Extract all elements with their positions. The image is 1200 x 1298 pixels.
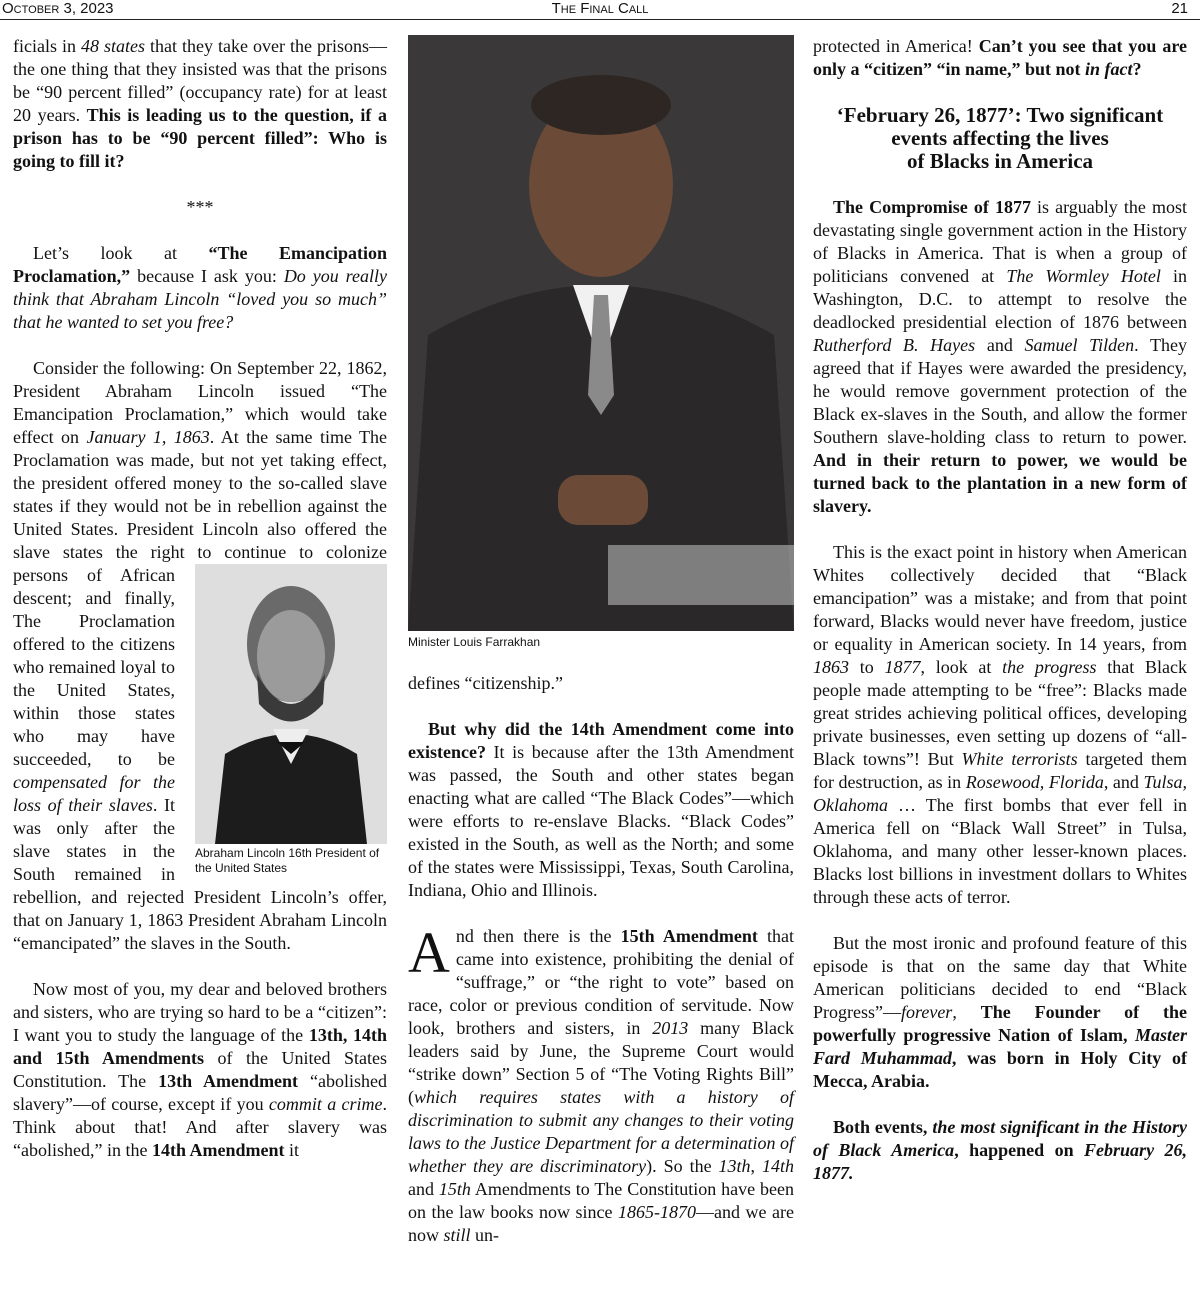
paragraph: But why did the 14th Amendment come into existence? It is because after the 13th Amendment was passed, the South and other states began enacting what are called “The Black Codes”—which were efforts to re-enslave Blacks. “Black Codes” existed in the South, as well as the North; and some of the states were Mississippi, Texas, South Carolina, Indiana, Ohio and Illinois.	[408, 719, 794, 900]
lincoln-figure	[195, 564, 387, 876]
issue-date: October 3, 2023	[2, 0, 114, 17]
page-number: 21	[1171, 0, 1188, 17]
paragraph: Let’s look at “The Emancipation Proclamation,” because I ask you: Do you really think that Abraham Lincoln “loved you so much” that he wanted to set you free?	[13, 243, 388, 332]
paragraph: Consider the following: On September 22, 1862, President Abraham Lincoln issued “The Emancipation Proclamation,” which would take effect on January 1, 1863. At the same time The Proclamation was made, but not yet taking effect, the president offered money to the so-called slave states if they would not be in rebellion against the United States. President Lincoln also offered the slave states the right to continue to colonize persons of African descent; and finally, The Proclamation offered to the citizens who remained loyal to the United States, within those states who may have succeeded, to be compensated for the loss of their slaves. It was only after the slave states in the South remained in rebellion, and rejected President Lincoln’s offer, that on January 1, 1863 President Abraham Lincoln “emancipated” the slaves in the South.	[13, 358, 388, 953]
newspaper-name: The Final Call	[551, 0, 649, 17]
paragraph: Both events, the most significant in the History of Black America, happened on February 26, 1877.	[813, 1117, 1187, 1183]
paragraph: The Compromise of 1877 is arguably the most devastating single government action in the History of Blacks in America. That is when a group of politicians convened at The Wormley Hotel in Washington, D.C. to attempt to resolve the deadlocked presidential election of 1876 between Rutherford B. Hayes and Samuel Tilden. They agreed that if Hayes were awarded the presidency, he would remove government protection of the Black ex-slaves in the South, and allow the former Southern slave-holding class to return to power. And in their return to power, we would be turned back to the plantation in a new form of slavery.	[813, 197, 1187, 516]
abraham-lincoln-photo	[195, 564, 387, 844]
paragraph: This is the exact point in history when American Whites collectively decided that “Black emancipation” was a mistake; and from that point forward, Blacks would never have freedom, justice or equality in American society. In 14 years, from 1863 to 1877, look at the progress that Black people made attempting to be “free”: Blacks made great strides achieving political offices, developing private businesses, even setting up dozens of “all-Black towns”! But White terrorists targeted them for destruction, as in Rosewood, Florida, and Tulsa, Oklahoma … The first bombs that ever fell in America fell on “Black Wall Street” in Tulsa, Oklahoma, and many other lesser-known places. Blacks lost billions in investment dollars to Whites through these acts of terror.	[813, 542, 1187, 907]
subheading: ‘February 26, 1877’: Two significant events affecting the lives of Blacks in America	[836, 103, 1164, 173]
paragraph: Now most of you, my dear and beloved brothers and sisters, who are trying so hard to be a “citizen”: I want you to study the language of the 13th, 14th and 15th Amendments of the United States Constitution. The 13th Amendment “abolished slavery”—of course, except if you commit a crime. Think about that! And after slavery was “abolished,” in the 14th Amendment it	[13, 979, 387, 1160]
paragraph: protected in America! Can’t you see that you are only a “citizen” “in name,” but not in fact?	[813, 36, 1188, 79]
paragraph: ficials in 48 states that they take over the prisons—the one thing that they insisted was that the prisons be “90 percent filled” (occupancy rate) for at least 20 years. This is leading us to the question, if a prison has to be “90 percent filled”: Who is going to fill it?	[13, 36, 387, 171]
photo-caption: Minister Louis Farrakhan	[408, 635, 541, 649]
farrakhan-photo	[408, 35, 794, 631]
paragraph: defines “citizenship.”	[408, 673, 563, 693]
paragraph: But the most ironic and profound feature of this episode is that on the same day that White American politicians decided to end “Black Progress”—forever, The Founder of the powerfully progressive Nation of Islam, Master Fard Muhammad, was born in Holy City of Mecca, Arabia.	[813, 933, 1187, 1091]
paragraph: And then there is the 15th Amendment that came into existence, prohibiting the denial of “suffrage,” or “the right to vote” based on race, color or previous condition of servitude. Now look, brothers and sisters, in 2013 many Black leaders said by June, the Supreme Court would “strike down” Section 5 of “The Voting Rights Bill” (which requires states with a history of discrimination to submit any changes to their voting laws to the Justice Department for a determination of whether they are discriminatory). So the 13th, 14th and 15th Amendments to The Constitution have been on the law books now since 1865-1870—and we are now still un-	[408, 920, 795, 1245]
section-break: ***	[186, 197, 214, 217]
lincoln-caption: Abraham Lincoln 16th President of the United States	[195, 846, 380, 875]
drop-cap: A	[408, 920, 450, 985]
page-header	[0, 0, 1200, 20]
column-2	[408, 35, 794, 1247]
column-3	[813, 35, 1187, 1185]
